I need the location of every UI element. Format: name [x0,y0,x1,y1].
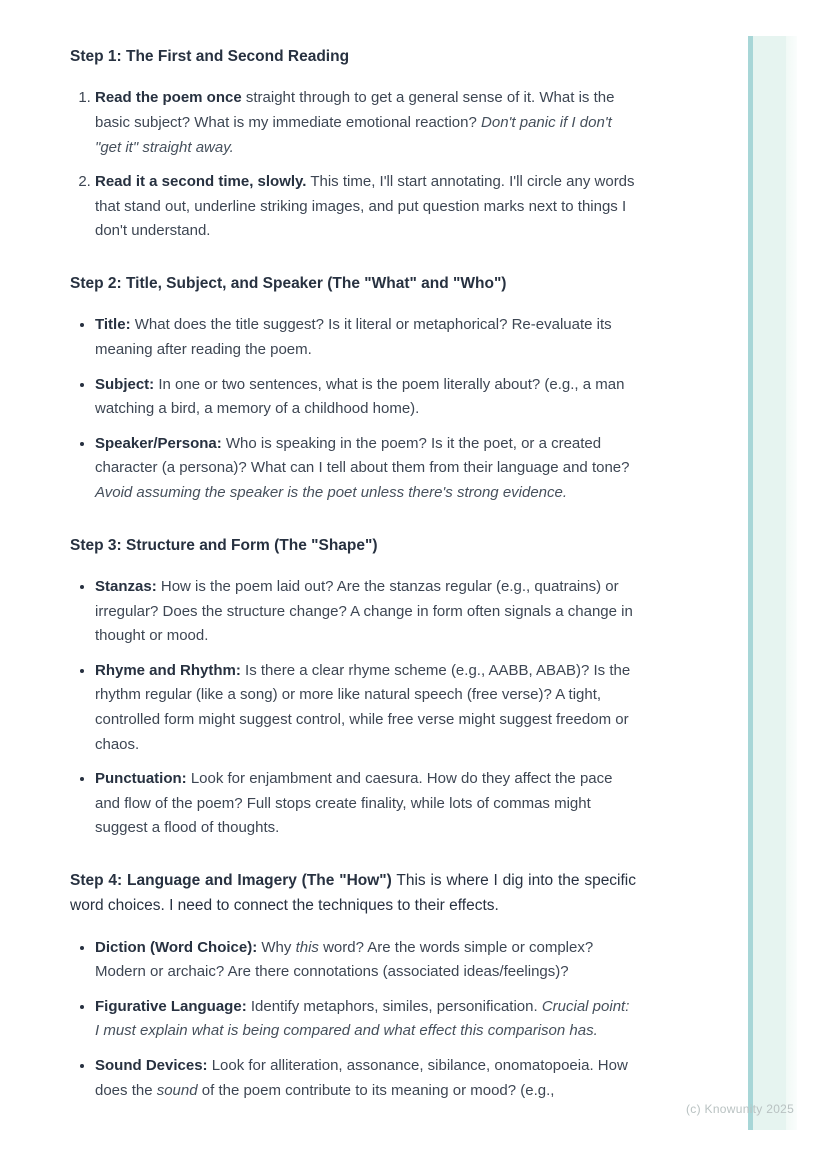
text-segment: What does the title suggest? Is it literal or metaphorical? Re-evaluate its meaning after reading the poem. [95,316,612,358]
text-segment: Step 3: Structure and Form (The "Shape") [70,536,378,554]
list-item [95,432,636,506]
section-heading [70,533,636,558]
document-section [70,271,636,506]
text-segment: Look for enjambment and caesura. How do they affect the pace and flow of the poem? Full stops create finality, while lots of commas might suggest a flood of thoughts. [95,770,613,837]
text-segment: Stanzas: [95,577,157,595]
text-segment: Title: [95,316,131,334]
text-segment: Avoid assuming the speaker is the poet unless there's strong evidence. [95,483,568,501]
document-body [70,44,636,1103]
page-accent-stripe [748,36,797,1130]
list-item [95,373,636,422]
text-segment: In one or two sentences, what is the poem literally about? (e.g., a man watching a bird, a memory of a childhood home). [95,375,625,418]
bullet-list [70,936,636,1104]
text-segment: Speaker/Persona: [95,434,222,452]
text-segment: Don't panic if I don't "get it" straight away. [95,114,612,156]
list-item [95,767,636,841]
text-segment: Diction (Word Choice): [95,938,258,956]
document-section [70,44,636,244]
text-segment: Look for alliteration, assonance, sibilance, onomatopoeia. How does the [95,1057,628,1099]
bullet-list [70,575,636,841]
text-segment: This time, I'll start annotating. I'll circle any words that stand out, underline striking images, and put question marks next to things I don't understand. [95,173,635,240]
text-segment: Sound Devices: [95,1057,208,1075]
text-segment: Read the poem once [95,89,242,107]
section-heading [70,868,636,919]
document-section [70,533,636,841]
list-item [95,936,636,985]
text-segment: Who is speaking in the poem? Is it the poet, or a created character (a persona)? What can I tell about them from their language and tone? [95,434,630,477]
text-segment: Identify metaphors, similes, personification. [246,997,542,1015]
text-segment: How is the poem laid out? Are the stanzas regular (e.g., quatrains) or irregular? Does the structure change? A change in form often signals a change in thought or mood. [95,577,633,645]
list-item [95,575,636,649]
text-segment: Step 2: Title, Subject, and Speaker (The "What" and "Who") [70,274,507,292]
text-segment: This is where I dig into the specific word choices. I need to connect the techniques to their effects. [70,871,637,915]
text-segment: Why [257,938,296,956]
text-segment: this [295,938,319,956]
text-segment: Subject: [95,375,155,393]
watermark: (c) Knowunity 2025 [686,1102,795,1116]
list-item [95,659,636,757]
section-heading [70,44,636,69]
list-item [95,170,636,244]
text-segment: Crucial point: I must explain what is being compared and what effect this comparison has. [95,997,630,1040]
document-section [70,868,636,1103]
text-segment: straight through to get a general sense of it. What is the basic subject? What is my immediate emotional reaction? [95,89,615,131]
text-segment: Rhyme and Rhythm: [95,661,241,679]
text-segment: Is there a clear rhyme scheme (e.g., AABB, ABAB)? Is the rhythm regular (like a song) or more like natural speech (free verse)? A tight, controlled form might suggest control, while free verse might suggest freedom or chaos. [95,661,631,753]
text-segment: Figurative Language: [95,997,247,1015]
list-item [95,86,636,160]
text-segment: of the poem contribute to its meaning or mood? (e.g., [197,1081,555,1099]
list-item [95,995,636,1044]
text-segment: Step 1: The First and Second Reading [70,48,350,65]
text-segment: Read it a second time, slowly. [95,173,307,191]
text-segment: Punctuation: [95,770,187,788]
text-segment: sound [156,1081,198,1099]
text-segment: word? Are the words simple or complex? Modern or archaic? Are there connotations (associated ideas/feelings)? [95,938,594,981]
list-item [95,313,636,362]
ordered-list [70,86,636,244]
section-heading [70,271,636,296]
bullet-list [70,313,636,505]
list-item [95,1054,636,1103]
text-segment: Step 4: Language and Imagery (The "How") [70,871,392,889]
